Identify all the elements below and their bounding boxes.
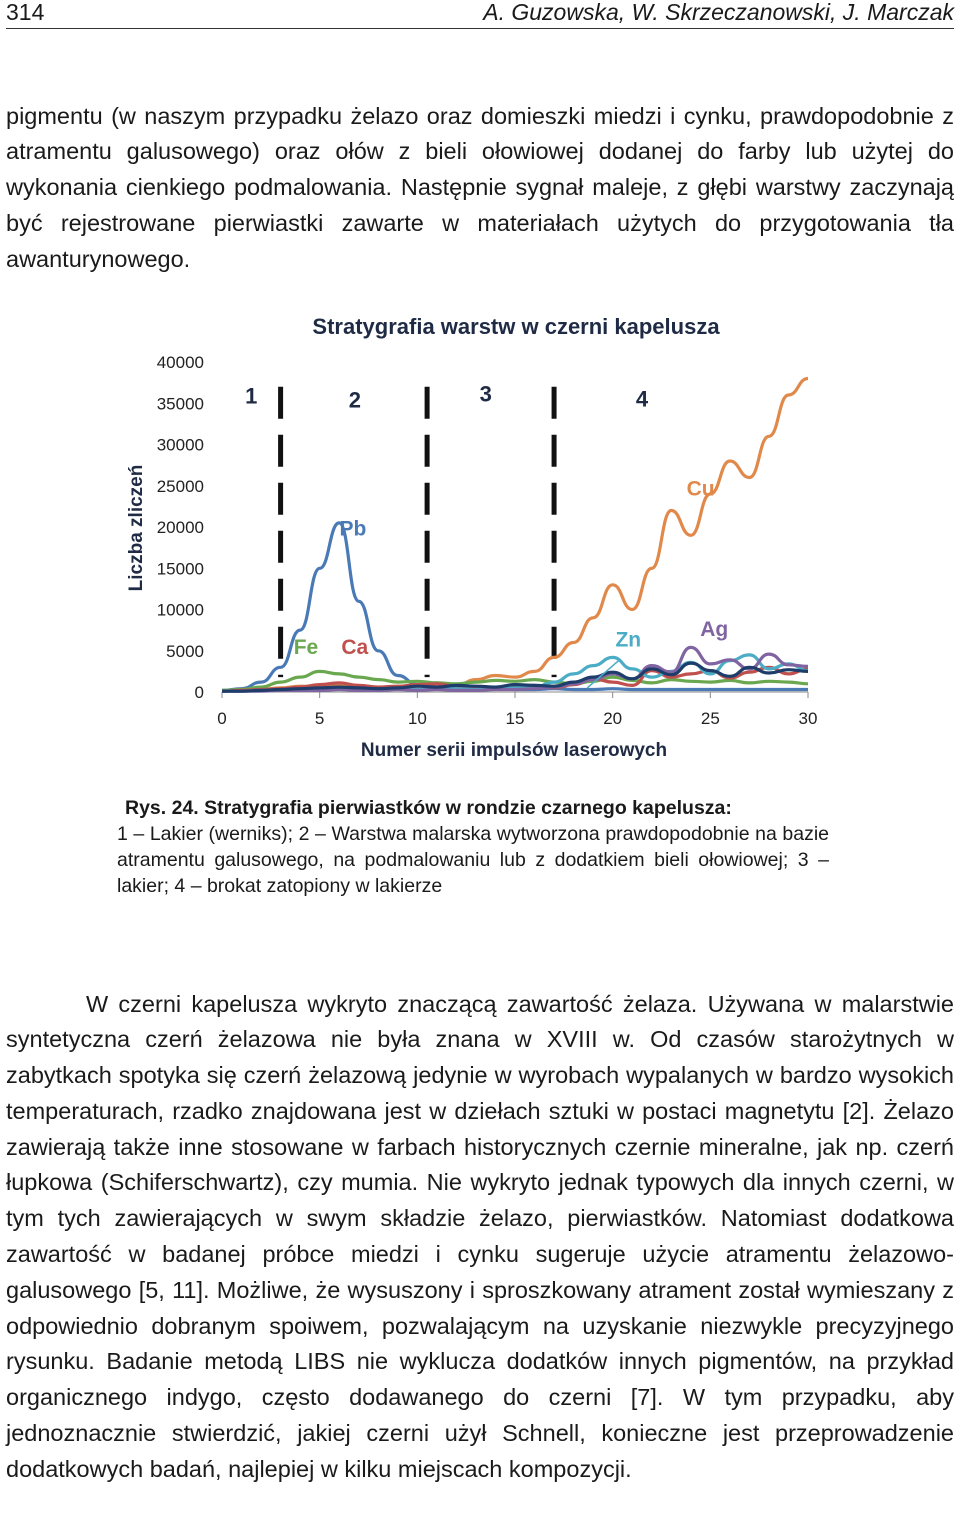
running-authors: A. Guzowska, W. Skrzeczanowski, J. Marczak xyxy=(483,0,954,25)
series-label-ag: Ag xyxy=(700,617,729,641)
layer-number-label: 4 xyxy=(635,386,649,412)
y-tick-label: 35000 xyxy=(156,394,204,414)
body-paragraph-1: pigmentu (w naszym przypadku żelazo oraz domieszki miedzi i cynku, prawdopodobnie z atramentu galusowego) oraz ołów z bieli ołowiowej dodanej do farby lub użytej do wykonania cienkiego podmalowania. Następnie sygnał maleje, z głębi warstwy zaczynają być rejestrowane pierwiastki zawarte w materiałach użytych do przygotowania tła awanturynowego. xyxy=(6,102,954,272)
series-label-zn: Zn xyxy=(615,628,642,652)
series-label-pb: Pb xyxy=(339,517,367,541)
caption-body: 1 – Lakier (werniks); 2 – Warstwa malarska wytworzona prawdopodobnie na bazie atramentu galusowego, na podmalowaniu lub z dodatkiem bieli ołowiowej; 3 – lakier; 4 – brokat zatopiony w lakierze xyxy=(117,823,829,897)
chart-title: Stratygrafia warstw w czerni kapelusza xyxy=(312,314,720,339)
layer-number-labels xyxy=(245,382,649,413)
layer-number-label: 1 xyxy=(245,383,258,409)
y-tick-label: 30000 xyxy=(156,435,204,455)
caption-title: Stratygrafia pierwiastków w rondzie czarnego kapelusza: xyxy=(204,797,732,819)
series-label-fe: Fe xyxy=(293,636,319,660)
y-tick-label: 20000 xyxy=(156,518,204,537)
layer-boundary-lines xyxy=(281,387,554,677)
chart-x-axis-label: Numer serii impulsów laserowych xyxy=(360,740,668,761)
x-tick-label: 0 xyxy=(217,709,227,728)
x-tick-label: 10 xyxy=(407,709,427,728)
running-header xyxy=(6,0,954,29)
layer-number-label: 3 xyxy=(479,381,492,407)
x-tick-label: 25 xyxy=(700,709,720,728)
x-tick-label: 5 xyxy=(314,709,325,728)
y-tick-label: 25000 xyxy=(156,476,204,496)
page-number: 314 xyxy=(6,0,45,25)
chart-series-labels xyxy=(294,478,729,688)
figure-caption xyxy=(117,795,829,899)
chart-y-axis-label: Liczba zliczeń xyxy=(126,464,147,592)
body-paragraph-2: W czerni kapelusza wykryto znaczącą zawartość żelaza. Używana w malarstwie syntetyczna czerń żelazowa nie była znana w XVIII w. Od czasów starożytnych w zabytkach spotyka się czerń żelazową jedynie w wyrobach wypalanych w bardzo wysokich temperaturach, rzadko znajdowana jest w dziełach sztuki w postaci magnetytu [2]. Żelazo zawierają także inne stosowane w farbach historycznych czernie mineralne, jak np. czerń łupkowa (Schiferschwartz), czy mumia. Nie wykryto jednak typowych dla innych czerni, w tym tych zawierających w swym składzie żelazo, pierwiastków. Natomiast dodatkowa zawartość w badanej próbce miedzi i cynku sugeruje użycie atramentu żelazowo-galusowego [5, 11]. Możliwe, że wysuszony i sproszkowany atrament został wymieszany z odpowiednio dobranym spoiwem, pozwalającym na uzyskanie niezwykle precyzyjnego rysunku. Badanie metodą LIBS nie wyklucza dodatków innych pigmentów, na przykład organicznego indygo, często dodawanego do czerni [7]. W tym przypadku, aby jednoznacznie stwierdzić, jakiej czerni użył Schnell, konieczne jest przeprowadzenie dodatkowych badań, najlepiej w kilku miejscach kompozycji. xyxy=(6,990,954,1482)
y-tick-label: 40000 xyxy=(156,353,204,372)
y-tick-label: 5000 xyxy=(166,641,204,661)
series-label-cu: Cu xyxy=(686,477,715,501)
series-label-ca: Ca xyxy=(341,636,369,660)
figure-stratigraphy-chart xyxy=(120,300,840,770)
x-tick-label: 30 xyxy=(798,709,818,728)
y-tick-label: 15000 xyxy=(156,559,204,579)
x-tick-label: 15 xyxy=(505,709,525,728)
chart-canvas xyxy=(120,300,840,770)
y-tick-label: 0 xyxy=(194,683,204,702)
caption-label: Rys. 24. xyxy=(125,797,199,819)
y-tick-label: 10000 xyxy=(156,600,204,620)
chart-axes xyxy=(222,692,808,698)
x-tick-label: 20 xyxy=(603,709,623,728)
layer-number-label: 2 xyxy=(348,387,361,413)
